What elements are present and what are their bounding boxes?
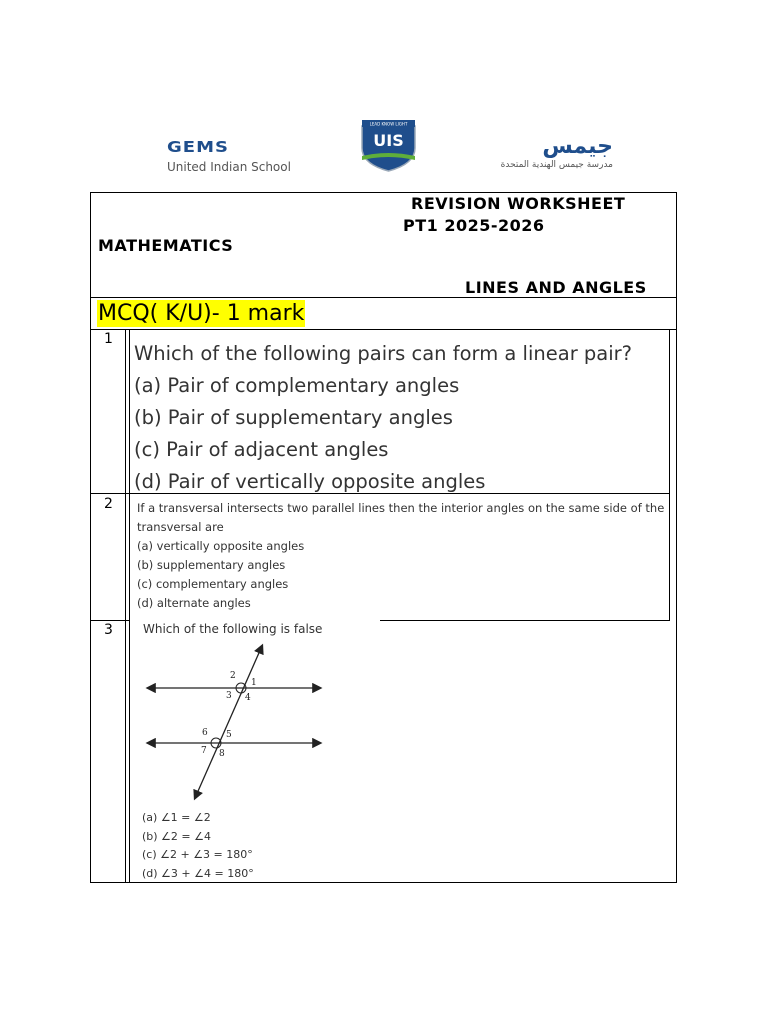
question-2-text-line2: transversal are	[137, 520, 224, 534]
table-border-left	[90, 330, 91, 883]
question-1-text: Which of the following pairs can form a linear pair?	[134, 342, 633, 365]
question-2-option-d: (d) alternate angles	[137, 596, 251, 610]
uis-motto: LEAD KNOW LIGHT	[369, 121, 408, 127]
table-border-right	[676, 330, 677, 883]
worksheet-header	[90, 192, 677, 298]
question-1-option-b: (b) Pair of supplementary angles	[134, 406, 453, 429]
gems-logo	[167, 140, 291, 174]
section-header-row	[90, 298, 677, 330]
arabic-logo-subtitle: مدرسة جيمس الهندية المتحدة	[500, 160, 613, 170]
chapter-label: LINES AND ANGLES	[465, 278, 647, 297]
gems-logo-subtitle: United Indian School	[167, 160, 291, 174]
question-3-option-c: (c) ∠2 + ∠3 = 180°	[142, 848, 253, 861]
question-1	[134, 338, 632, 498]
question-number-2: 2	[104, 496, 113, 512]
table-inner-edge	[129, 330, 130, 883]
question-3-options	[142, 809, 254, 883]
gems-logo-word: GEMS	[167, 138, 229, 157]
question-3-option-b: (b) ∠2 = ∠4	[142, 829, 211, 843]
question-2	[137, 499, 664, 613]
question-2-option-c: (c) complementary angles	[137, 577, 289, 591]
angle-label-3: 3	[226, 691, 232, 701]
worksheet-term: PT1 2025-2026	[403, 216, 545, 235]
angle-label-2: 2	[230, 671, 236, 681]
row-divider-2b	[380, 620, 670, 621]
table-inner-right-edge	[669, 330, 670, 620]
question-1-option-c: (c) Pair of adjacent angles	[134, 438, 389, 461]
question-number-1: 1	[104, 331, 113, 347]
angle-label-4: 4	[245, 693, 251, 703]
question-3-option-d: (d) ∠3 + ∠4 = 180°	[142, 866, 254, 880]
question-2-option-a: (a) vertically opposite angles	[137, 539, 305, 553]
angle-label-6: 6	[202, 728, 208, 738]
uis-shield-logo	[360, 120, 417, 172]
angle-label-7: 7	[201, 746, 207, 756]
question-number-3: 3	[104, 622, 113, 638]
question-3-option-a: (a) ∠1 = ∠2	[142, 811, 211, 824]
arabic-logo-word: جيمس	[542, 134, 613, 159]
parallel-lines-transversal-diagram	[140, 642, 330, 804]
uis-text: UIS	[373, 131, 404, 150]
table-cell-top-edge	[650, 329, 670, 330]
question-2-text-line1: If a transversal intersects two parallel lines then the interior angles on the same side of the	[137, 501, 665, 515]
row-divider-2	[90, 620, 130, 621]
table-column-divider	[125, 330, 126, 883]
worksheet-title: REVISION WORKSHEET	[411, 194, 626, 213]
question-1-option-d: (d) Pair of vertically opposite angles	[134, 470, 486, 493]
question-1-option-a: (a) Pair of complementary angles	[134, 374, 460, 397]
arabic-school-logo	[478, 135, 613, 171]
transversal-line	[195, 646, 262, 798]
angle-label-1: 1	[251, 678, 257, 688]
angle-label-8: 8	[219, 749, 225, 759]
question-2-option-b: (b) supplementary angles	[137, 558, 286, 572]
subject-label: MATHEMATICS	[98, 236, 234, 255]
section-label: MCQ( K/U)- 1 mark	[98, 301, 305, 326]
question-3-text: Which of the following is false	[143, 622, 323, 636]
angle-label-5: 5	[226, 730, 232, 740]
